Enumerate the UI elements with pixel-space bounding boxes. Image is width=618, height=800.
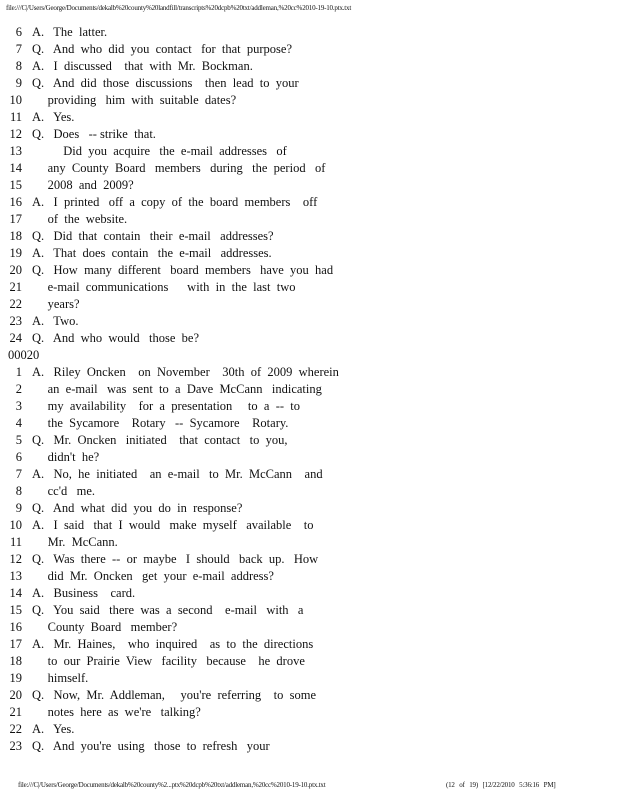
- line-number: 23: [9, 739, 22, 753]
- transcript-line: [0, 313, 618, 330]
- transcript-line: [0, 160, 618, 177]
- line-number: 20: [9, 263, 22, 277]
- line-text: A. I said that I would make myself available to: [32, 518, 314, 532]
- line-text: didn't he?: [32, 450, 100, 464]
- line-text: e-mail communications with in the last two: [32, 280, 296, 294]
- line-text: County Board member?: [32, 620, 178, 634]
- transcript-line: [0, 449, 618, 466]
- line-number: 5: [15, 433, 22, 447]
- transcript-line: [0, 551, 618, 568]
- line-number: 19: [9, 246, 22, 260]
- line-text: cc'd me.: [32, 484, 95, 498]
- line-number: 18: [9, 229, 22, 243]
- line-number: 11: [9, 110, 22, 124]
- transcript-line: [0, 330, 618, 347]
- transcript-line: [0, 585, 618, 602]
- transcript-line: [0, 41, 618, 58]
- line-text: A. Yes.: [32, 110, 75, 124]
- line-text: himself.: [32, 671, 89, 685]
- line-number: 23: [9, 314, 22, 328]
- line-text: A. That does contain the e-mail addresses.: [32, 246, 272, 260]
- page-number-label: 00020: [8, 348, 40, 362]
- line-number: 15: [9, 178, 22, 192]
- line-text: 2008 and 2009?: [32, 178, 134, 192]
- transcript-line: [0, 262, 618, 279]
- line-text: Q. And you're using those to refresh your: [32, 739, 270, 753]
- line-text: Q. Was there -- or maybe I should back up. How: [32, 552, 319, 566]
- transcript-line: [0, 415, 618, 432]
- line-number: 15: [9, 603, 22, 617]
- line-text: Q. And who did you contact for that purpose?: [32, 42, 293, 56]
- line-number: 18: [9, 654, 22, 668]
- line-number: 10: [9, 518, 22, 532]
- line-text: Q. Now, Mr. Addleman, you're referring to some: [32, 688, 317, 702]
- transcript-line: [0, 364, 618, 381]
- line-text: Q. Does -- strike that.: [32, 127, 156, 141]
- footer-path: file:///C|/Users/George/Documents/dekalb%20county%2...ptx%20dcpb%20txt/addleman,%20cc%2010-19-10.ptx.txt: [18, 781, 326, 789]
- line-number: 7: [15, 467, 22, 481]
- transcript-line: [0, 653, 618, 670]
- transcript-line: [0, 177, 618, 194]
- transcript-line: [0, 619, 618, 636]
- line-number: 12: [9, 552, 22, 566]
- transcript-line: [0, 126, 618, 143]
- transcript-line: [0, 211, 618, 228]
- line-number: 12: [9, 127, 22, 141]
- transcript-line: [0, 109, 618, 126]
- line-text: the Sycamore Rotary -- Sycamore Rotary.: [32, 416, 289, 430]
- line-text: Q. And did those discussions then lead to your: [32, 76, 299, 90]
- transcript-line: [0, 279, 618, 296]
- line-number: 21: [9, 280, 22, 294]
- line-number: 6: [15, 450, 22, 464]
- page-number-marker: [0, 347, 618, 364]
- transcript-line: [0, 75, 618, 92]
- transcript-line: [0, 398, 618, 415]
- transcript-line: [0, 568, 618, 585]
- line-text: did Mr. Oncken get your e-mail address?: [32, 569, 274, 583]
- line-text: A. Business card.: [32, 586, 136, 600]
- line-text: Mr. McCann.: [32, 535, 118, 549]
- transcript-line: [0, 432, 618, 449]
- line-number: 14: [9, 161, 22, 175]
- line-number: 6: [15, 25, 22, 39]
- line-text: of the website.: [32, 212, 128, 226]
- transcript-section-page-20: [0, 364, 618, 755]
- line-text: A. I printed off a copy of the board members off: [32, 195, 318, 209]
- line-text: notes here as we're talking?: [32, 705, 201, 719]
- line-number: 17: [9, 637, 22, 651]
- transcript-line: [0, 517, 618, 534]
- line-number: 3: [15, 399, 22, 413]
- line-number: 19: [9, 671, 22, 685]
- line-number: 24: [9, 331, 22, 345]
- transcript-line: [0, 296, 618, 313]
- line-number: 7: [15, 42, 22, 56]
- line-text: an e-mail was sent to a Dave McCann indicating: [32, 382, 322, 396]
- transcript-line: [0, 143, 618, 160]
- line-text: A. Riley Oncken on November 30th of 2009 wherein: [32, 365, 339, 379]
- line-number: 13: [9, 569, 22, 583]
- line-text: Q. Did that contain their e-mail addresses?: [32, 229, 274, 243]
- transcript-line: [0, 738, 618, 755]
- line-number: 1: [15, 365, 22, 379]
- line-text: years?: [32, 297, 80, 311]
- transcript-line: [0, 636, 618, 653]
- transcript-line: [0, 24, 618, 41]
- line-number: 22: [9, 722, 22, 736]
- line-text: Q. And who would those be?: [32, 331, 199, 345]
- line-number: 20: [9, 688, 22, 702]
- transcript-line: [0, 602, 618, 619]
- line-number: 13: [9, 144, 22, 158]
- line-number: 9: [15, 76, 22, 90]
- transcript-line: [0, 194, 618, 211]
- transcript-body: [0, 24, 618, 755]
- line-number: 16: [9, 195, 22, 209]
- line-text: Q. Mr. Oncken initiated that contact to you,: [32, 433, 288, 447]
- line-text: my availability for a presentation to a -- to: [32, 399, 300, 413]
- line-text: any County Board members during the period of: [32, 161, 326, 175]
- transcript-section-page-19: [0, 24, 618, 347]
- footer-page-info: (12 of 19) [12/22/2010 5:36:16 PM]: [446, 781, 556, 789]
- line-number: 14: [9, 586, 22, 600]
- line-text: Q. You said there was a second e-mail with a: [32, 603, 304, 617]
- line-text: Q. How many different board members have you had: [32, 263, 334, 277]
- line-text: Q. And what did you do in response?: [32, 501, 243, 515]
- line-number: 2: [15, 382, 22, 396]
- transcript-line: [0, 92, 618, 109]
- transcript-line: [0, 687, 618, 704]
- line-text: A. The latter.: [32, 25, 108, 39]
- transcript-line: [0, 466, 618, 483]
- line-number: 17: [9, 212, 22, 226]
- transcript-line: [0, 670, 618, 687]
- line-text: A. Mr. Haines, who inquired as to the directions: [32, 637, 314, 651]
- line-text: Did you acquire the e-mail addresses of: [32, 144, 287, 158]
- line-text: providing him with suitable dates?: [32, 93, 237, 107]
- file-path-header: file:///C|/Users/George/Documents/dekalb%20county%20landfill/transcripts%20dcpb%20txt/addleman,%20cc%2010-19-10.ptx.txt: [6, 4, 352, 12]
- transcript-line: [0, 228, 618, 245]
- line-number: 10: [9, 93, 22, 107]
- line-number: 21: [9, 705, 22, 719]
- transcript-line: [0, 721, 618, 738]
- transcript-line: [0, 500, 618, 517]
- line-number: 11: [9, 535, 22, 549]
- line-number: 9: [15, 501, 22, 515]
- line-text: A. Two.: [32, 314, 79, 328]
- line-number: 8: [15, 59, 22, 73]
- line-text: to our Prairie View facility because he drove: [32, 654, 305, 668]
- line-number: 4: [15, 416, 22, 430]
- line-number: 16: [9, 620, 22, 634]
- line-number: 22: [9, 297, 22, 311]
- line-number: 8: [15, 484, 22, 498]
- transcript-line: [0, 534, 618, 551]
- line-text: A. No, he initiated an e-mail to Mr. McCann and: [32, 467, 323, 481]
- transcript-line: [0, 58, 618, 75]
- line-text: A. I discussed that with Mr. Bockman.: [32, 59, 253, 73]
- line-text: A. Yes.: [32, 722, 75, 736]
- transcript-line: [0, 483, 618, 500]
- transcript-line: [0, 245, 618, 262]
- transcript-line: [0, 704, 618, 721]
- transcript-line: [0, 381, 618, 398]
